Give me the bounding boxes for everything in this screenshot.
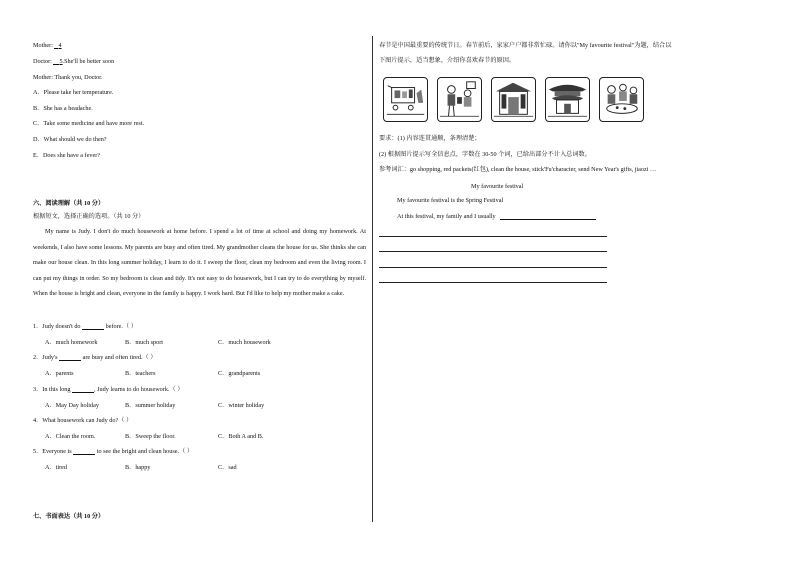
essay-title: My favourite festival <box>471 183 524 190</box>
question-5: 5．Everyone is to see the bright and clean house.（ ） <box>33 448 193 455</box>
q1-option-c[interactable]: C．much housework <box>218 339 271 346</box>
essay-line-1: My favourite festival is the Spring Festival <box>397 197 504 204</box>
writing-line[interactable] <box>379 251 607 252</box>
red-packet-icon <box>438 78 481 121</box>
question-3: 3．In this long , Judy learns to do housework.（ ） <box>33 386 184 393</box>
writing-requirement-2: (2) 根据图片提示写全信息点，字数在 30-50 个词，已给出部分不计入总词数。 <box>379 151 591 158</box>
question-1: 1．Judy doesn't do before.（ ） <box>33 323 137 330</box>
q4-option-c[interactable]: C．Both A and B. <box>218 433 264 440</box>
family-dinner-picture <box>599 77 644 122</box>
reference-words: 参考词汇：go shopping, red packets(红包), clean the house, stick'Fu'character, send New Year's gifts, jiaozi … <box>379 166 657 173</box>
temple-icon <box>546 78 589 121</box>
dialogue-option-b: B．She has a headache. <box>33 105 93 112</box>
column-divider <box>372 36 373 522</box>
q4-option-b[interactable]: B．Sweep the floor. <box>125 433 176 440</box>
q3-option-c[interactable]: C．winter holiday <box>218 402 265 409</box>
q2-option-a[interactable]: A．parents <box>45 370 74 377</box>
answer-blank[interactable] <box>82 323 104 330</box>
writing-section-title: 七、书面表达（共 10 分） <box>33 513 105 520</box>
temple-picture <box>545 77 590 122</box>
q5-option-b[interactable]: B．happy <box>125 464 151 471</box>
answer-blank[interactable] <box>72 386 94 393</box>
shopping-cart-icon <box>384 78 427 121</box>
shopping-cart-picture <box>383 77 428 122</box>
writing-intro-line-1: 春节是中国最重要的传统节日。春节前后，家家户户都非常忙碌。请你以"My favourite festival"为题，结合以 <box>379 42 672 49</box>
family-dinner-icon <box>600 78 643 121</box>
writing-line[interactable] <box>379 267 607 268</box>
question-2: 2．Judy's are busy and often tired.（ ） <box>33 354 157 361</box>
clean-house-picture <box>491 77 536 122</box>
q3-option-b[interactable]: B．summer holiday <box>125 402 176 409</box>
writing-intro-line-2: 下图片提示，适当想象，介绍你喜欢春节的原因。 <box>379 57 516 64</box>
answer-blank[interactable] <box>59 354 81 361</box>
dialogue-option-a: A．Please take her temperature. <box>33 89 114 96</box>
reading-passage: My name is Judy. I don't do much housework at home before. I spend a lot of time at school and doing my homework. At weekends, I also have some lessons. My parents are busy and often tired. My grandmother cleans the house for us. She thinks she can make our house clean. In this long summer holiday, I learn to do it. I sweep the floor, clean my bedroom and even the living room. I can put my things in order. So my bedroom is clean and tidy. It's not easy to do housework, but I can try to do everything by myself. When the house is bright and clean, everyone in the family is happy. I work hard. But I'd like to help my mother make a cake. <box>33 228 366 298</box>
q1-option-b[interactable]: B．much sport <box>125 339 163 346</box>
answer-blank[interactable] <box>73 448 95 455</box>
mother-line-1: Mother: 4 <box>33 42 62 49</box>
writing-requirement-1: 要求：(1) 内容连贯通顺，条理清楚； <box>379 135 481 142</box>
dialogue-option-d: D．What should we do then? <box>33 136 107 143</box>
dialogue-option-e: E．Does she have a fever? <box>33 152 100 159</box>
mother-line-2: Mother: Thank you, Doctor. <box>33 74 103 81</box>
q1-option-a[interactable]: A．much homework <box>45 339 98 346</box>
house-gate-icon <box>492 78 535 121</box>
reading-instruction: 根据短文，选择正确的选项。（共 10 分） <box>33 213 145 220</box>
doctor-line: Doctor: 5.She'll be better soon <box>33 58 115 65</box>
writing-line[interactable] <box>379 236 607 237</box>
q2-option-c[interactable]: C．grandparents <box>218 370 261 377</box>
dialogue-option-c: C．Take some medicine and have more rest. <box>33 120 145 127</box>
red-packets-picture <box>437 77 482 122</box>
q3-option-a[interactable]: A．May Day holiday <box>45 402 99 409</box>
q5-option-c[interactable]: C．sad <box>218 464 237 471</box>
writing-line[interactable] <box>379 282 607 283</box>
question-4: 4．What housework can Judy do?（ ） <box>33 417 133 424</box>
q4-option-a[interactable]: A．Clean the room. <box>45 433 96 440</box>
reading-section-title: 六、阅读理解（共 10 分） <box>33 200 105 207</box>
writing-blank[interactable] <box>500 213 596 220</box>
q5-option-a[interactable]: A．tired <box>45 464 67 471</box>
essay-line-2: At this festival, my family and I usually <box>397 213 596 220</box>
q2-option-b[interactable]: B．teachers <box>125 370 156 377</box>
